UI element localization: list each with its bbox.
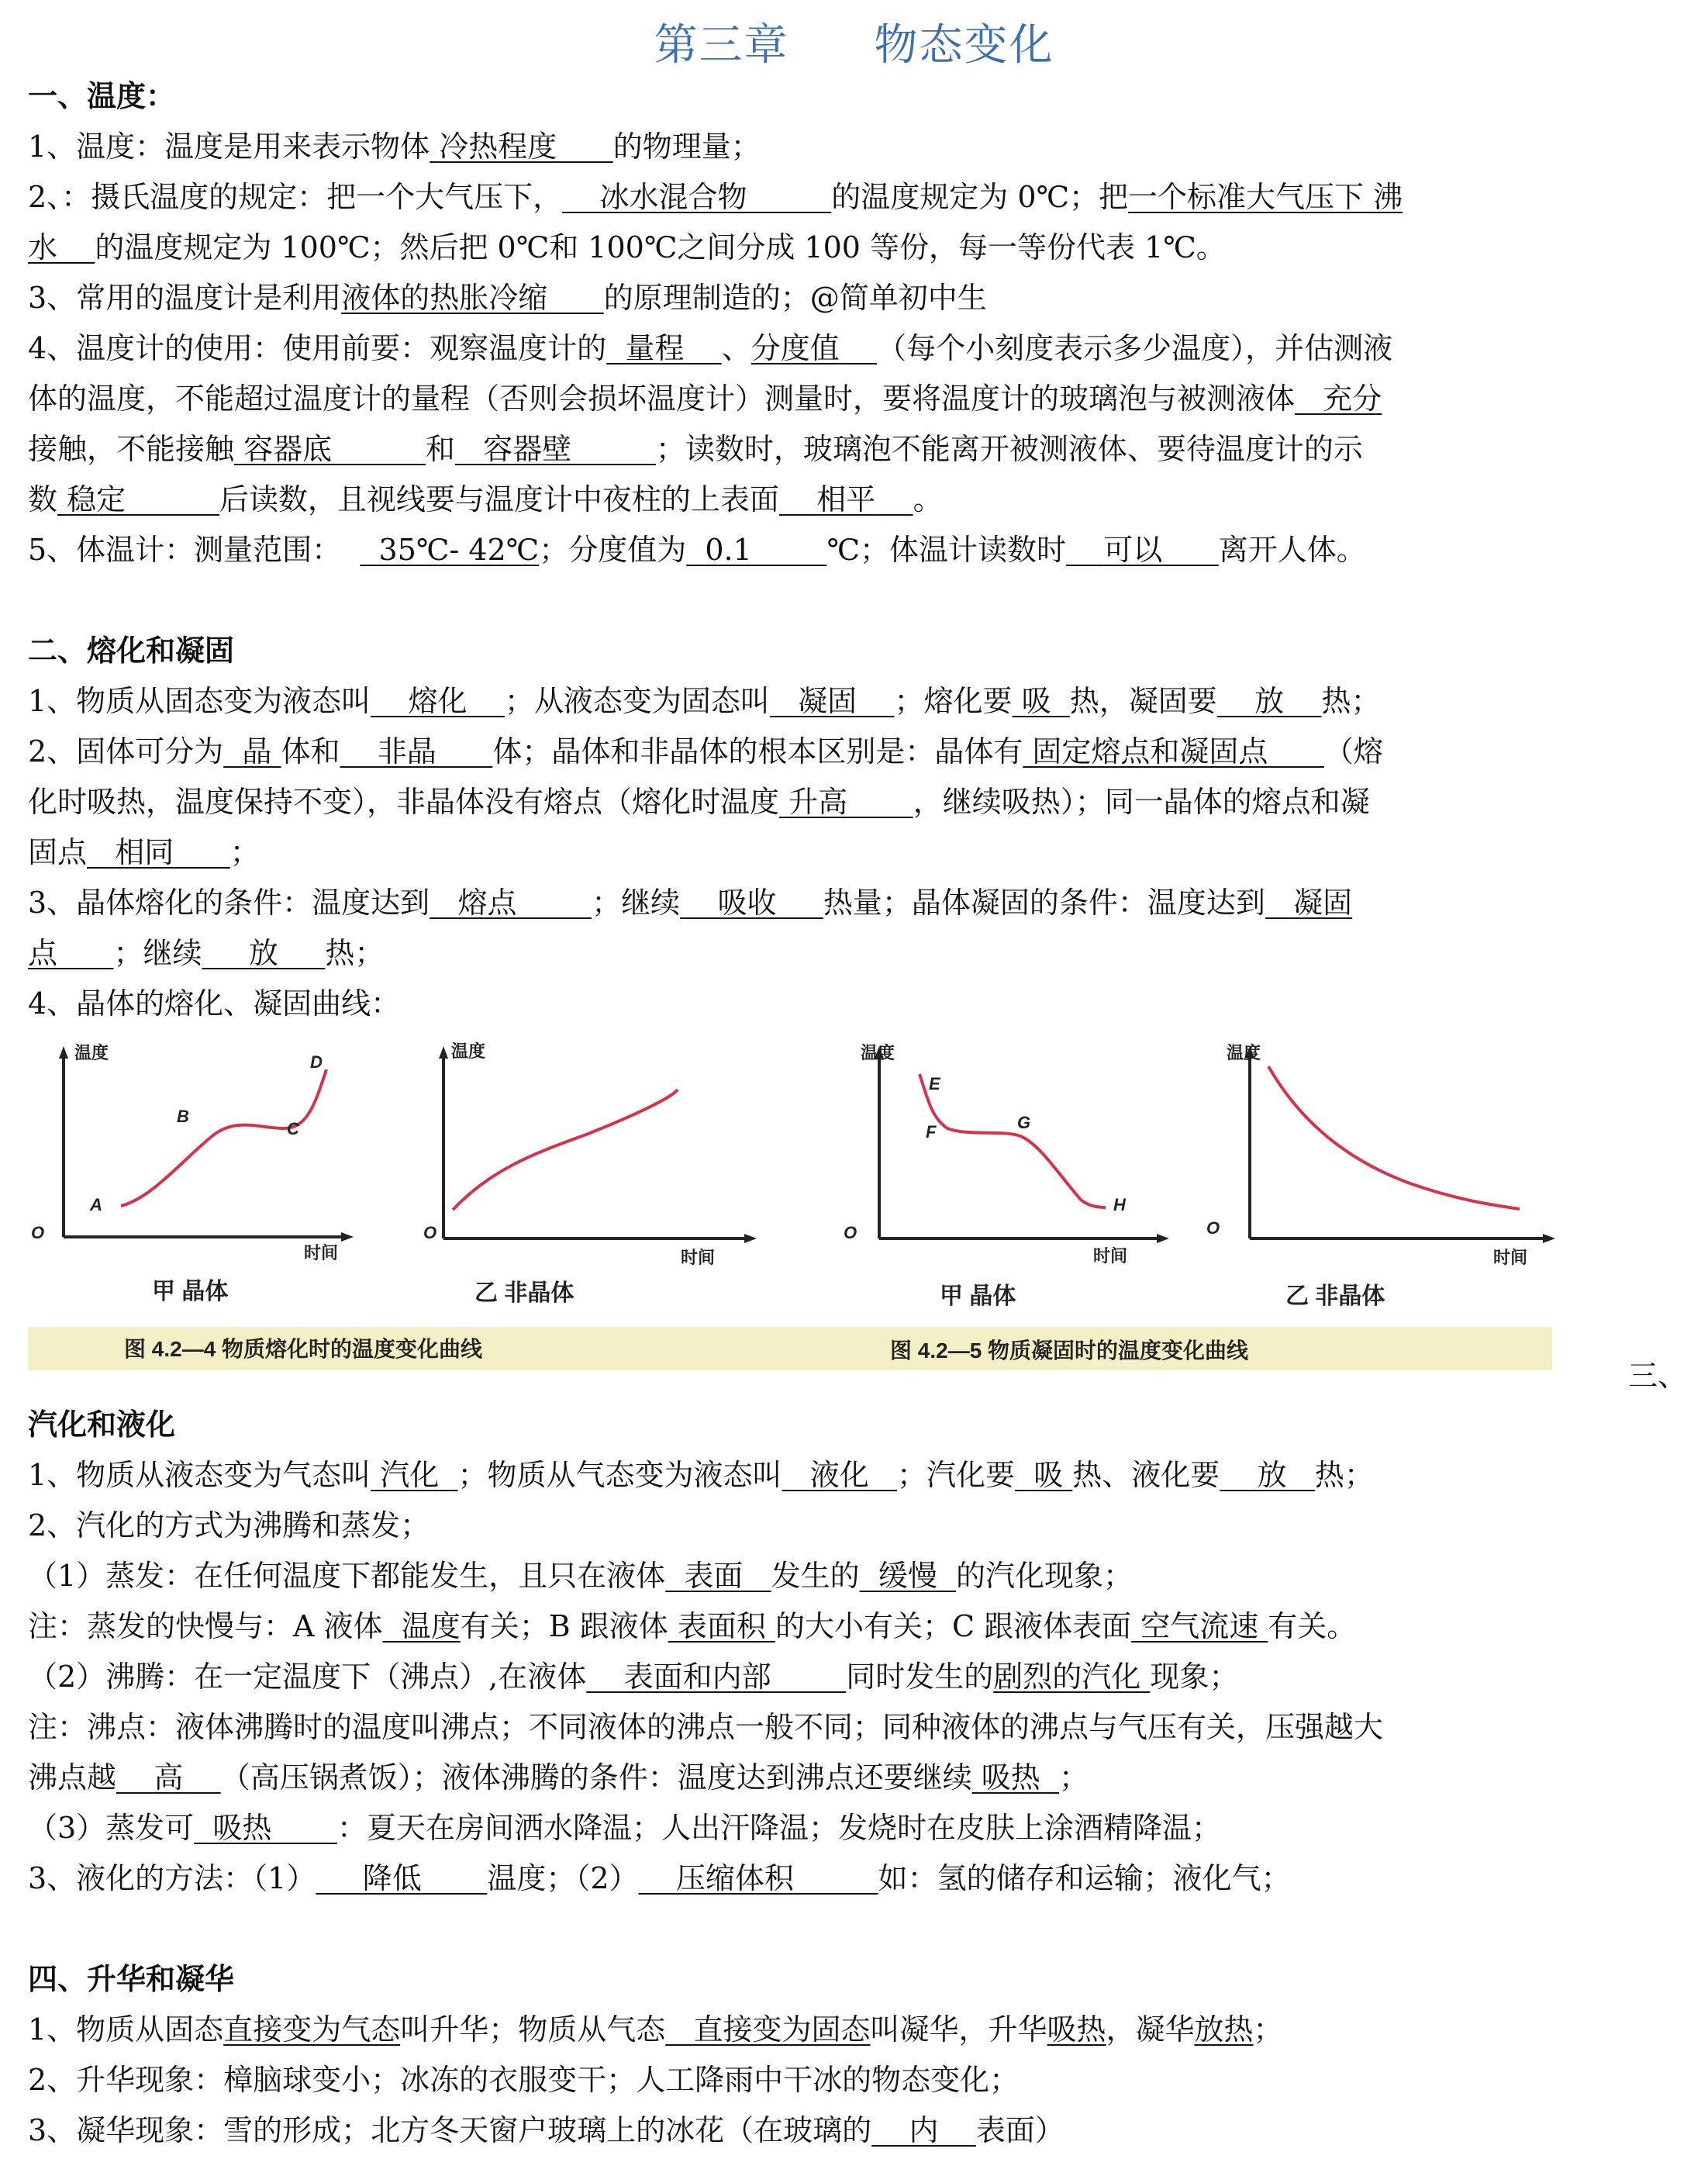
section-heading-sublimation: 四、升华和凝华 [28, 1962, 235, 1996]
arrow-icon [439, 1046, 448, 1059]
text-line: 数 稳定 后读数，且视线要与温度计中夜柱的上表面 相平 。 [28, 482, 943, 516]
arrow-icon [744, 1234, 757, 1243]
origin-label: O [31, 1223, 45, 1242]
text-line: 固点 相同 ； [28, 835, 260, 869]
arrow-icon [341, 1232, 354, 1242]
chart-caption: 乙 非晶体 [1285, 1283, 1385, 1309]
text-line: 2、汽化的方式为沸腾和蒸发； [28, 1508, 430, 1542]
text-line: 1、物质从固态变为液态叫 熔化 ；从液态变为固态叫 凝固 ；熔化要 吸 热，凝固要 放 热； [28, 684, 1381, 718]
text-line: 1、物质从液态变为气态叫 汽化 ；物质从气态变为液态叫 液化 ；汽化要 吸 热、液化要 放 热； [28, 1458, 1374, 1492]
text-line: （1）蒸发：在任何温度下都能发生，且只在液体 表面 发生的 缓慢 的汽化现象； [28, 1559, 1133, 1593]
text-line: 4、温度计的使用：使用前要：观察温度计的 量程 、分度值 （每个小刻度表示多少温度），并估测液 [28, 331, 1393, 365]
origin-label: O [1206, 1218, 1220, 1238]
text-line: 3、液化的方法：（1） 降低 温度；（2） 压缩体积 如：氢的储存和运输；液化气； [28, 1861, 1291, 1895]
curve [1268, 1066, 1520, 1209]
chart-amorphous-melting [439, 1046, 757, 1243]
x-axis-label: 时间 [1493, 1248, 1528, 1267]
chart-amorphous-solidifying [1245, 1046, 1555, 1243]
point-label: A [90, 1195, 102, 1214]
section-heading-vaporization: 汽化和液化 [28, 1408, 176, 1442]
text-line: 1、物质从固态直接变为气态叫升华；物质从气态 直接变为固态叫凝华，升华吸热，凝华放热； [28, 2012, 1283, 2047]
text-line: 3、晶体熔化的条件：温度达到 熔点 ；继续 吸收 热量；晶体凝固的条件：温度达到 凝固 [28, 886, 1353, 920]
text-line: 点 ；继续 放 热； [28, 936, 385, 970]
section-number-fragment: 三、 [1627, 1359, 1687, 1393]
y-axis-label: 温度 [74, 1043, 109, 1062]
arrow-icon [59, 1046, 68, 1059]
text-line: 注：沸点：液体沸腾时的温度叫沸点；不同液体的沸点一般不同；同种液体的沸点与气压有关，压强越大 [28, 1710, 1384, 1744]
text-line: 2、：摄氏温度的规定：把一个大气压下， 冰水混合物 的温度规定为 0℃；把一个标准大气压下 沸 [28, 180, 1403, 214]
document-body [28, 71, 1687, 2156]
chapter-number: 第三章 [654, 20, 789, 71]
figure-caption-melting: 图 4.2—4 物质熔化时的温度变化曲线 [124, 1337, 483, 1361]
chart-caption: 乙 非晶体 [474, 1280, 575, 1306]
origin-label: O [423, 1223, 437, 1242]
y-axis-label: 温度 [1227, 1043, 1261, 1062]
point-label: H [1113, 1195, 1126, 1214]
arrow-icon [1543, 1234, 1555, 1243]
arrow-icon [1157, 1234, 1169, 1243]
x-axis-label: 时间 [1093, 1246, 1128, 1266]
chart-caption: 甲 晶体 [152, 1279, 229, 1304]
point-label: B [177, 1107, 189, 1126]
text-line: 3、常用的温度计是利用液体的热胀冷缩 的原理制造的；@简单初中生 [28, 281, 987, 315]
temperature-curves-figure [28, 1035, 1687, 1400]
text-line: 2、固体可分为 晶 体和 非晶 体；晶体和非晶体的根本区别是：晶体有 固定熔点和凝固点 （熔 [28, 734, 1383, 769]
chapter-name: 物态变化 [874, 20, 1054, 71]
text-line: 1、温度：温度是用来表示物体 冷热程度 的物理量； [28, 130, 761, 164]
figure-caption-solidifying: 图 4.2—5 物质凝固时的温度变化曲线 [890, 1339, 1249, 1363]
text-line: 沸点越 高 （高压锅煮饭）；液体沸腾的条件：温度达到沸点还要继续 吸热 ； [28, 1760, 1089, 1795]
chart-caption: 甲 晶体 [940, 1283, 1016, 1309]
text-line: 3、凝华现象：雪的形成；北方冬天窗户玻璃上的冰花（在玻璃的 内 表面） [28, 2113, 1064, 2147]
curve [453, 1090, 678, 1210]
origin-label: O [844, 1223, 857, 1242]
text-line: （3）蒸发可 吸热 ：夏天在房间洒水降温；人出汗降温；发烧时在皮肤上涂酒精降温； [28, 1811, 1221, 1845]
text-line: 接触，不能接触 容器底 和 容器壁 ；读数时，玻璃泡不能离开被测液体、要待温度计的示 [28, 432, 1363, 466]
section-heading-melting: 二、熔化和凝固 [28, 634, 235, 668]
y-axis-label: 温度 [861, 1043, 895, 1062]
y-axis-label: 温度 [451, 1042, 486, 1061]
text-line: 注：蒸发的快慢与：A 液体 温度有关；B 跟液体 表面积 的大小有关；C 跟液体表面 空气流速 有关。 [28, 1609, 1357, 1643]
point-label: D [310, 1052, 323, 1072]
point-label: E [929, 1074, 940, 1093]
curve [920, 1074, 1106, 1207]
section-heading-temperature: 一、温度： [28, 79, 176, 113]
text-line: 体的温度，不能超过温度计的量程（否则会损坏温度计）测量时，要将温度计的玻璃泡与被测液体 充分 [28, 382, 1382, 416]
text-line: 2、升华现象：樟脑球变小；冰冻的衣服变干；人工降雨中干冰的物态变化； [28, 2063, 1020, 2097]
text-line: 水 的温度规定为 100℃；然后把 0℃和 100℃之间分成 100 等份，每一等份代表 1℃。 [28, 230, 1226, 264]
chapter-title [0, 11, 1708, 73]
text-line: 4、晶体的熔化、凝固曲线： [28, 986, 401, 1021]
text-line: 化时吸热，温度保持不变），非晶体没有熔点（熔化时温度 升高 ，继续吸热）；同一晶体的熔点和凝 [28, 785, 1370, 819]
curves-svg [28, 1035, 1687, 1400]
chart-crystal-melting [59, 1046, 354, 1242]
x-axis-label: 时间 [304, 1243, 339, 1263]
point-label: F [926, 1122, 937, 1142]
point-label: G [1017, 1113, 1031, 1132]
point-label: C [287, 1119, 299, 1138]
x-axis-label: 时间 [681, 1248, 716, 1267]
text-line: 5、体温计：测量范围： 35℃- 42℃；分度值为 0.1 ℃；体温计读数时 可以 离开人体。 [28, 533, 1366, 567]
text-line: （2）沸腾：在一定温度下（沸点）,在液体 表面和内部 同时发生的剧烈的汽化 现象； [28, 1660, 1239, 1694]
